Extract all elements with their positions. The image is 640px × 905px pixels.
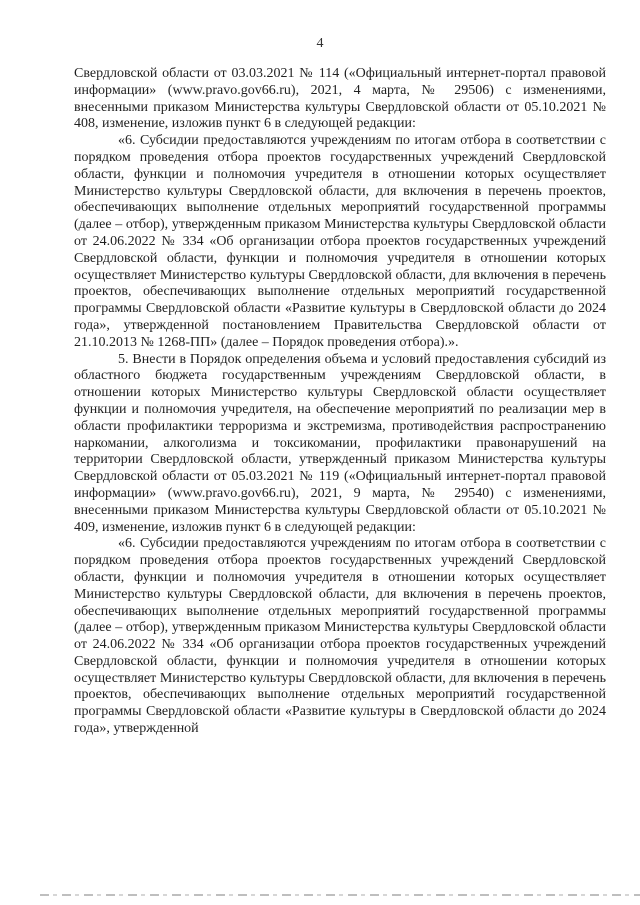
page-number: 4 bbox=[316, 36, 324, 51]
paragraph-point-6-quote-b: «6. Субсидии предоставляются учреждениям по итогам отбора в соответствии с порядком проведения отбора проектов государственных учреждений Свердловской области, функции и полномочия учредителя в отношении которых осуществляет Министерство культуры Свердловской области, для включения в перечень проектов, обеспечивающих выполнение отдельных мероприятий государственной программы (далее – отбор), утвержденным приказом Министерства культуры Свердловской области от 24.06.2022 № 334 «Об организации отбора проектов государственных учреждений Свердловской области, функции и полномочия учредителя в отношении которых осуществляет Министерство культуры Свердловской области, для включения в перечень проектов, обеспечивающих выполнение отдельных мероприятий государственной программы Свердловской области «Развитие культуры в Свердловской области до 2024 года», утвержденной bbox=[74, 536, 606, 737]
paragraph-continuation: Свердловской области от 03.03.2021 № 114 («Официальный интернет-портал правовой информации» (www.pravo.gov66.ru), 2021, 4 марта, № 29506) с изменениями, внесенными приказом Министерства культуры Свердловской области от 05.10.2021 № 408, изменение, изложив пункт 6 в следующей редакции: bbox=[74, 66, 606, 132]
document-body bbox=[74, 66, 606, 738]
paragraph-point-6-quote-a: «6. Субсидии предоставляются учреждениям по итогам отбора в соответствии с порядком проведения отбора проектов государственных учреждений Свердловской области, функции и полномочия учредителя в отношении которых осуществляет Министерство культуры Свердловской области, для включения в перечень проектов, обеспечивающих выполнение отдельных мероприятий государственной программы (далее – отбор), утвержденным приказом Министерства культуры Свердловской области от 24.06.2022 № 334 «Об организации отбора проектов государственных учреждений Свердловской области, функции и полномочия учредителя в отношении которых осуществляет Министерство культуры Свердловской области, для включения в перечень проектов, обеспечивающих выполнение отдельных мероприятий государственной программы Свердловской области «Развитие культуры в Свердловской области до 2024 года», утвержденной постановлением Правительства Свердловской области от 21.10.2013 № 1268-ПП» (далее – Порядок проведения отбора).». bbox=[74, 133, 606, 350]
scan-edge-artifact bbox=[40, 894, 640, 896]
paragraph-point-5: 5. Внести в Порядок определения объема и условий предоставления субсидий из областного бюджета государственным учреждениям Свердловской области, в отношении которых Министерство культуры Свердловской области осуществляет функции и полномочия учредителя, на обеспечение мероприятий по реализации мер в области профилактики терроризма и экстремизма, противодействия распространению наркомании, алкоголизма и токсикомании, профилактики правонарушений на территории Свердловской области, утвержденный приказом Министерства культуры Свердловской области от 05.03.2021 № 119 («Официальный интернет-портал правовой информации» (www.pravo.gov66.ru), 2021, 9 марта, № 29540) с изменениями, внесенными приказом Министерства культуры Свердловской области от 05.10.2021 № 409, изменение, изложив пункт 6 в следующей редакции: bbox=[74, 351, 606, 535]
